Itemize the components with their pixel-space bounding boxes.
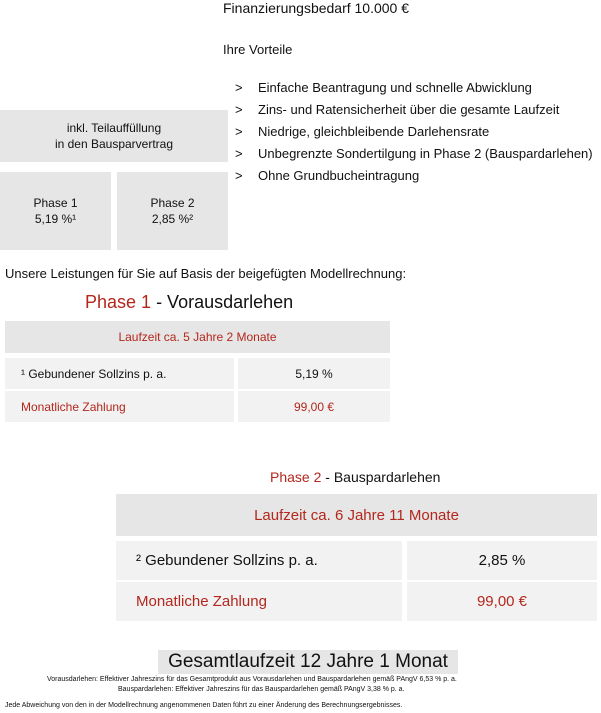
phase1-payment-value: 99,00 €	[238, 391, 390, 422]
phase2-rate-label: ² Gebundener Sollzins p. a.	[116, 541, 402, 580]
intro-text: Unsere Leistungen für Sie auf Basis der beigefügten Modellrechnung:	[5, 266, 407, 281]
phase1-runtime: Laufzeit ca. 5 Jahre 2 Monate	[5, 321, 390, 353]
phase1-payment-label: Monatliche Zahlung	[5, 391, 234, 422]
list-item: > Ohne Grundbucheintragung	[235, 168, 420, 183]
phase1-box-label: Phase 1	[33, 196, 78, 210]
table-row	[5, 358, 390, 389]
advantages-heading: Ihre Vorteile	[223, 42, 293, 57]
arrow-icon: >	[235, 102, 243, 117]
phase2-box-rate: 2,85 %²	[151, 212, 194, 226]
table-row	[116, 582, 597, 621]
teilauffuellung-line1: inkl. Teilauffüllung	[66, 121, 162, 135]
phase1-rate-value: 5,19 %	[238, 358, 390, 389]
phase1-box-rate: 5,19 %¹	[34, 212, 77, 226]
list-item: > Unbegrenzte Sondertilgung in Phase 2 (Bauspardarlehen)	[235, 146, 593, 161]
phase2-payment-value: 99,00 €	[407, 582, 597, 621]
phase1-heading-red: Phase 1	[85, 292, 152, 312]
phase1-heading-rest: - Vorausdarlehen	[151, 292, 294, 312]
phase2-heading	[270, 469, 440, 485]
table-row	[5, 391, 390, 422]
phase1-rate-label: ¹ Gebundener Sollzins p. a.	[5, 358, 234, 389]
teilauffuellung-box	[0, 110, 228, 162]
footnote-disclaimer: Jede Abweichung von den in der Modellrechnung angenommenen Daten führt zu einer Änderung des Berechnungsergebnisses.	[5, 702, 403, 709]
phase2-heading-red: Phase 2	[270, 469, 322, 485]
arrow-icon: >	[235, 146, 243, 161]
list-item: > Einfache Beantragung und schnelle Abwicklung	[235, 80, 532, 95]
phase2-rate-box	[117, 172, 228, 250]
arrow-icon: >	[235, 168, 243, 183]
phase2-runtime: Laufzeit ca. 6 Jahre 11 Monate	[116, 494, 597, 536]
phase2-rate-value: 2,85 %	[407, 541, 597, 580]
arrow-icon: >	[235, 124, 243, 139]
table-row	[116, 541, 597, 580]
page-title: Finanzierungsbedarf 10.000 €	[223, 0, 410, 16]
footnote-bauspardarlehen: Bauspardarlehen: Effektiver Jahreszins für das Bauspardarlehen gemäß PAngV 3,38 % p. a.	[118, 686, 405, 693]
phase1-rate-box	[0, 172, 111, 250]
footnote-vorausdarlehen: Vorausdarlehen: Effektiver Jahreszins für das Gesamtprodukt aus Vorausdarlehen und Bauspardarlehen gemäß PAngV 6,53 % p. a.	[47, 676, 457, 683]
teilauffuellung-line2: in den Bausparvertrag	[54, 137, 174, 151]
phase2-heading-rest: - Bauspardarlehen	[321, 469, 441, 485]
list-item: > Zins- und Ratensicherheit über die gesamte Laufzeit	[235, 102, 560, 117]
arrow-icon: >	[235, 80, 243, 95]
phase2-payment-label: Monatliche Zahlung	[116, 582, 402, 621]
list-item: > Niedrige, gleichbleibende Darlehensrate	[235, 124, 490, 139]
phase1-heading	[85, 292, 293, 313]
advantages-list	[235, 80, 593, 190]
total-runtime: Gesamtlaufzeit 12 Jahre 1 Monat	[158, 650, 458, 674]
phase2-box-label: Phase 2	[150, 196, 195, 210]
